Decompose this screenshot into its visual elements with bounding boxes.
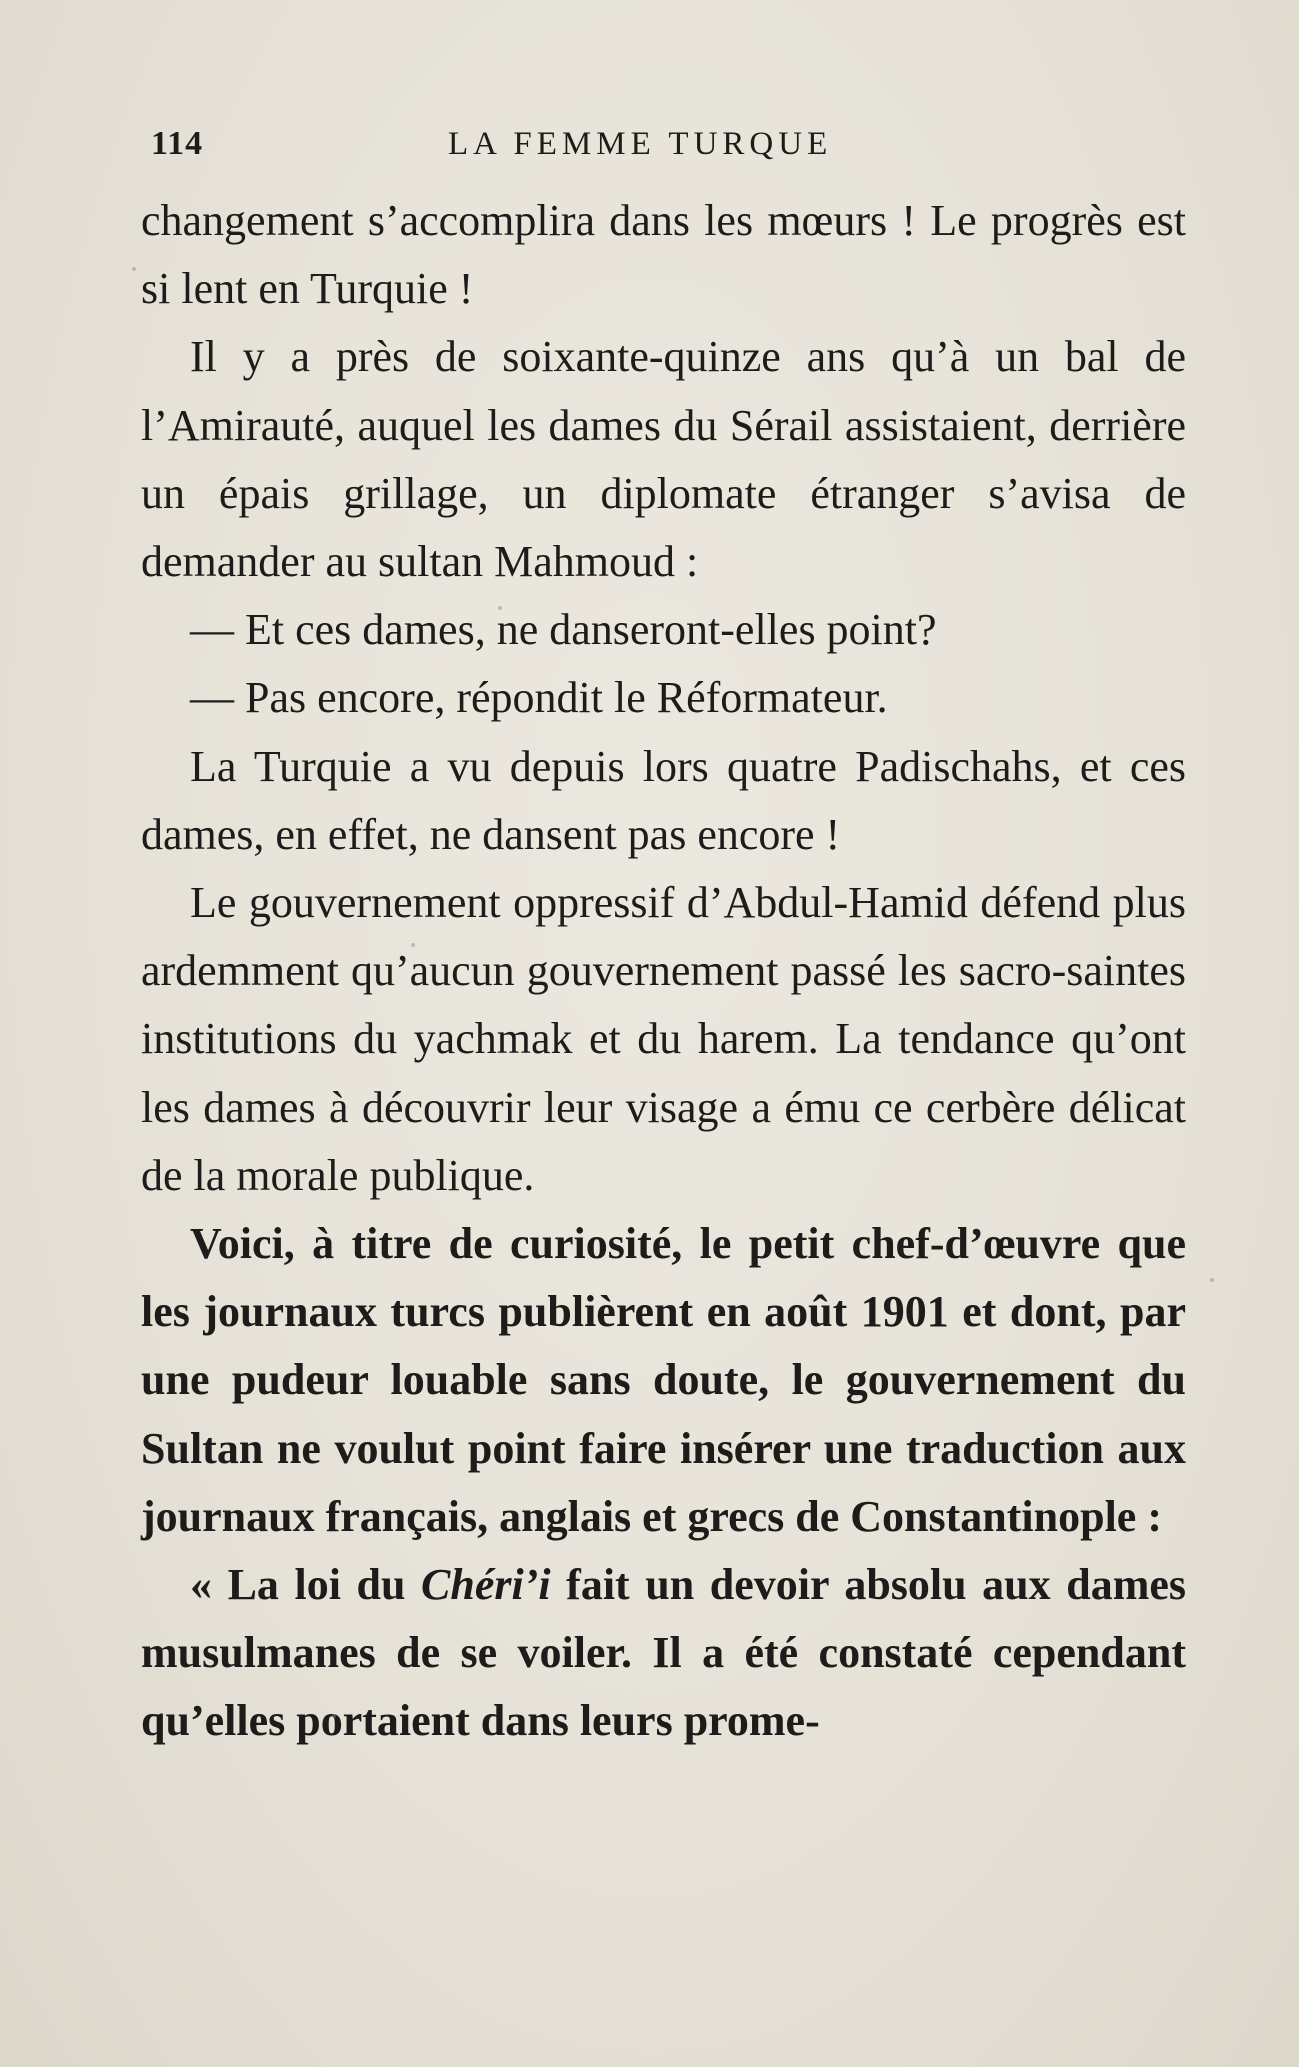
dialogue-line-answer: — Pas encore, répondit le Réformateur. [190, 673, 888, 723]
paper-speck [332, 1714, 336, 1718]
paper-speck [132, 267, 136, 271]
paragraph-government: Le gouvernement oppressif d’Abdul-Hamid défend plus ardemment qu’aucun gouvernement passé les sacro-saintes institutions du yachmak et du harem. La tendance qu’ont les dames à découvrir leur visage a ému ce cerbère délicat de la morale publique. [141, 878, 1186, 1200]
paper-speck [411, 943, 415, 947]
paragraph-padischahs: La Turquie a vu depuis lors quatre Padischahs, et ces dames, en effet, ne dansent pas encore ! [141, 741, 1186, 859]
paragraph-continuation: changement s’accomplira dans les mœurs ! Le progrès est si lent en Turquie ! [141, 196, 1186, 314]
body-text [141, 187, 1186, 1756]
paper-speck [498, 606, 502, 610]
dialogue-line-question: — Et ces dames, ne danseront-elles point? [190, 605, 937, 655]
quote-open-text: « La loi du [190, 1560, 422, 1610]
running-title: LA FEMME TURQUE [448, 126, 833, 162]
term-cheri-i: Chéri’i [421, 1560, 551, 1610]
quote-rest-text: fait un devoir absolu aux dames musulmanes de se voiler. Il a été constaté cependant qu’elles portaient dans leurs prome- [141, 1560, 1186, 1746]
paper-speck [1210, 1278, 1214, 1282]
page-number: 114 [151, 125, 204, 162]
paragraph-anecdote: Il y a près de soixante-quinze ans qu’à un bal de l’Amirauté, auquel les dames du Sérail assistaient, derrière un épais grillage, un diplomate étranger s’avisa de demander au sultan Mahmoud : [141, 332, 1186, 587]
paragraph-curiosity: Voici, à titre de curiosité, le petit chef-d’œuvre que les journaux turcs publièrent en août 1901 et dont, par une pudeur louable sans doute, le gouvernement du Sultan ne voulut point faire insérer une traduction aux journaux français, anglais et grecs de Constantinople : [141, 1219, 1186, 1541]
page-header [143, 116, 1188, 172]
paragraph-quoted-law [141, 1551, 1186, 1756]
